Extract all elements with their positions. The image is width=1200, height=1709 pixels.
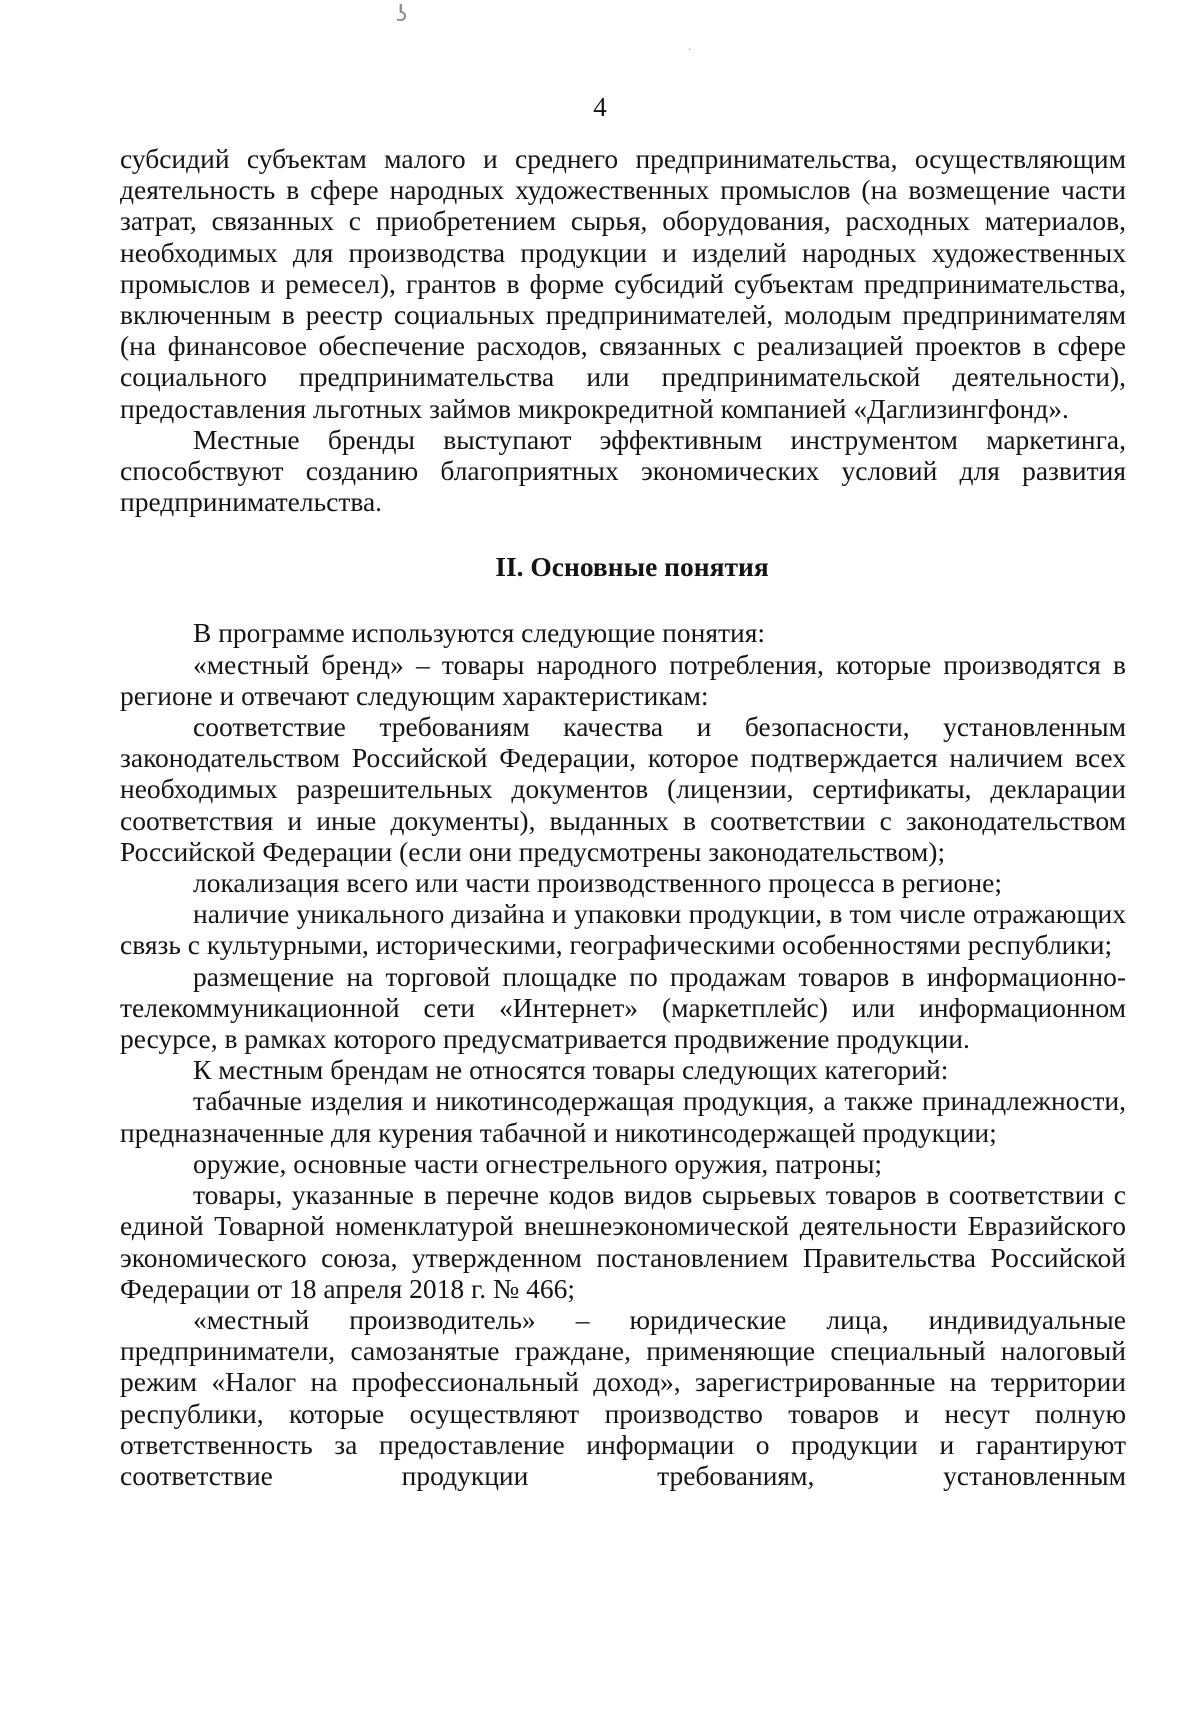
- document-body: [120, 143, 1126, 1491]
- scan-artifact-dot: ·: [688, 45, 692, 56]
- paragraph-subsidies-continuation: субсидий субъектам малого и среднего предпринимательства, осуществляющим деятельность в сфере народных художественных промыслов (на возмещение части затрат, связанных с приобретением сырья, оборудования, расходных материалов, необходимых для производства продукции и изделий народных художественных промыслов и ремесел), грантов в форме субсидий субъектам предпринимательства, включенным в реестр социальных предпринимателей, молодым предпринимателям (на финансовое обеспечение расходов, связанных с реализацией проектов в сфере социального предпринимательства или предпринимательской деятельности), предоставления льготных займов микрокредитной компанией «Даглизингфонд».: [120, 143, 1126, 424]
- paragraph-local-brand-definition: «местный бренд» – товары народного потребления, которые производятся в регионе и отвечают следующим характеристикам:: [120, 648, 1126, 711]
- paragraph-local-producer-definition: «местный производитель» – юридические лица, индивидуальные предприниматели, самозанятые граждане, применяющие специальный налоговый режим «Налог на профессиональный доход», зарегистрированные на территории республики, которые осуществляют производство товаров и несут полную ответственность за предоставление информации о продукции и гарантируют соответствие продукции требованиям, установленным: [120, 1303, 1126, 1491]
- paragraph-tobacco-products: табачные изделия и никотинсодержащая продукция, а также принадлежности, предназначенные для курения табачной и никотинсодержащей продукции;: [120, 1085, 1126, 1148]
- paragraph-quality-compliance: соответствие требованиям качества и безопасности, установленным законодательством Российской Федерации, которое подтверждается наличием всех необходимых разрешительных документов (лицензии, сертификаты, декларации соответствия и иные документы), выданных в соответствии с законодательством Российской Федерации (если они предусмотрены законодательством);: [120, 711, 1126, 867]
- paragraph-unique-design: наличие уникального дизайна и упаковки продукции, в том числе отражающих связь с культурными, историческими, географическими особенностями республики;: [120, 898, 1126, 961]
- section-heading: II. Основные понятия: [495, 551, 769, 583]
- paragraph-local-brands-marketing: Местные бренды выступают эффективным инструментом маркетинга, способствуют созданию благоприятных экономических условий для развития предпринимательства.: [120, 423, 1126, 518]
- paragraph-marketplace-placement: размещение на торговой площадке по продажам товаров в информационно-телекоммуникационной сети «Интернет» (маркетплейс) или информационном ресурсе, в рамках которого предусматривается продвижение продукции.: [120, 960, 1126, 1055]
- paragraph-excluded-categories: К местным брендам не относятся товары следующих категорий:: [193, 1054, 949, 1086]
- paragraph-raw-goods: товары, указанные в перечне кодов видов сырьевых товаров в соответствии с единой Товарной номенклатурой внешнеэкономической деятельности Евразийского экономического союза, утвержденном постановлением Правительства Российской Федерации от 18 апреля 2018 г. № 466;: [120, 1179, 1126, 1304]
- paragraph-localization: локализация всего или части производственного процесса в регионе;: [193, 867, 1002, 899]
- page-number: 4: [593, 92, 607, 122]
- scan-artifact-mark: ʖ: [396, 2, 408, 27]
- paragraph-terms-intro: В программе используются следующие понятия:: [193, 617, 766, 649]
- paragraph-weapons: оружие, основные части огнестрельного оружия, патроны;: [193, 1147, 883, 1179]
